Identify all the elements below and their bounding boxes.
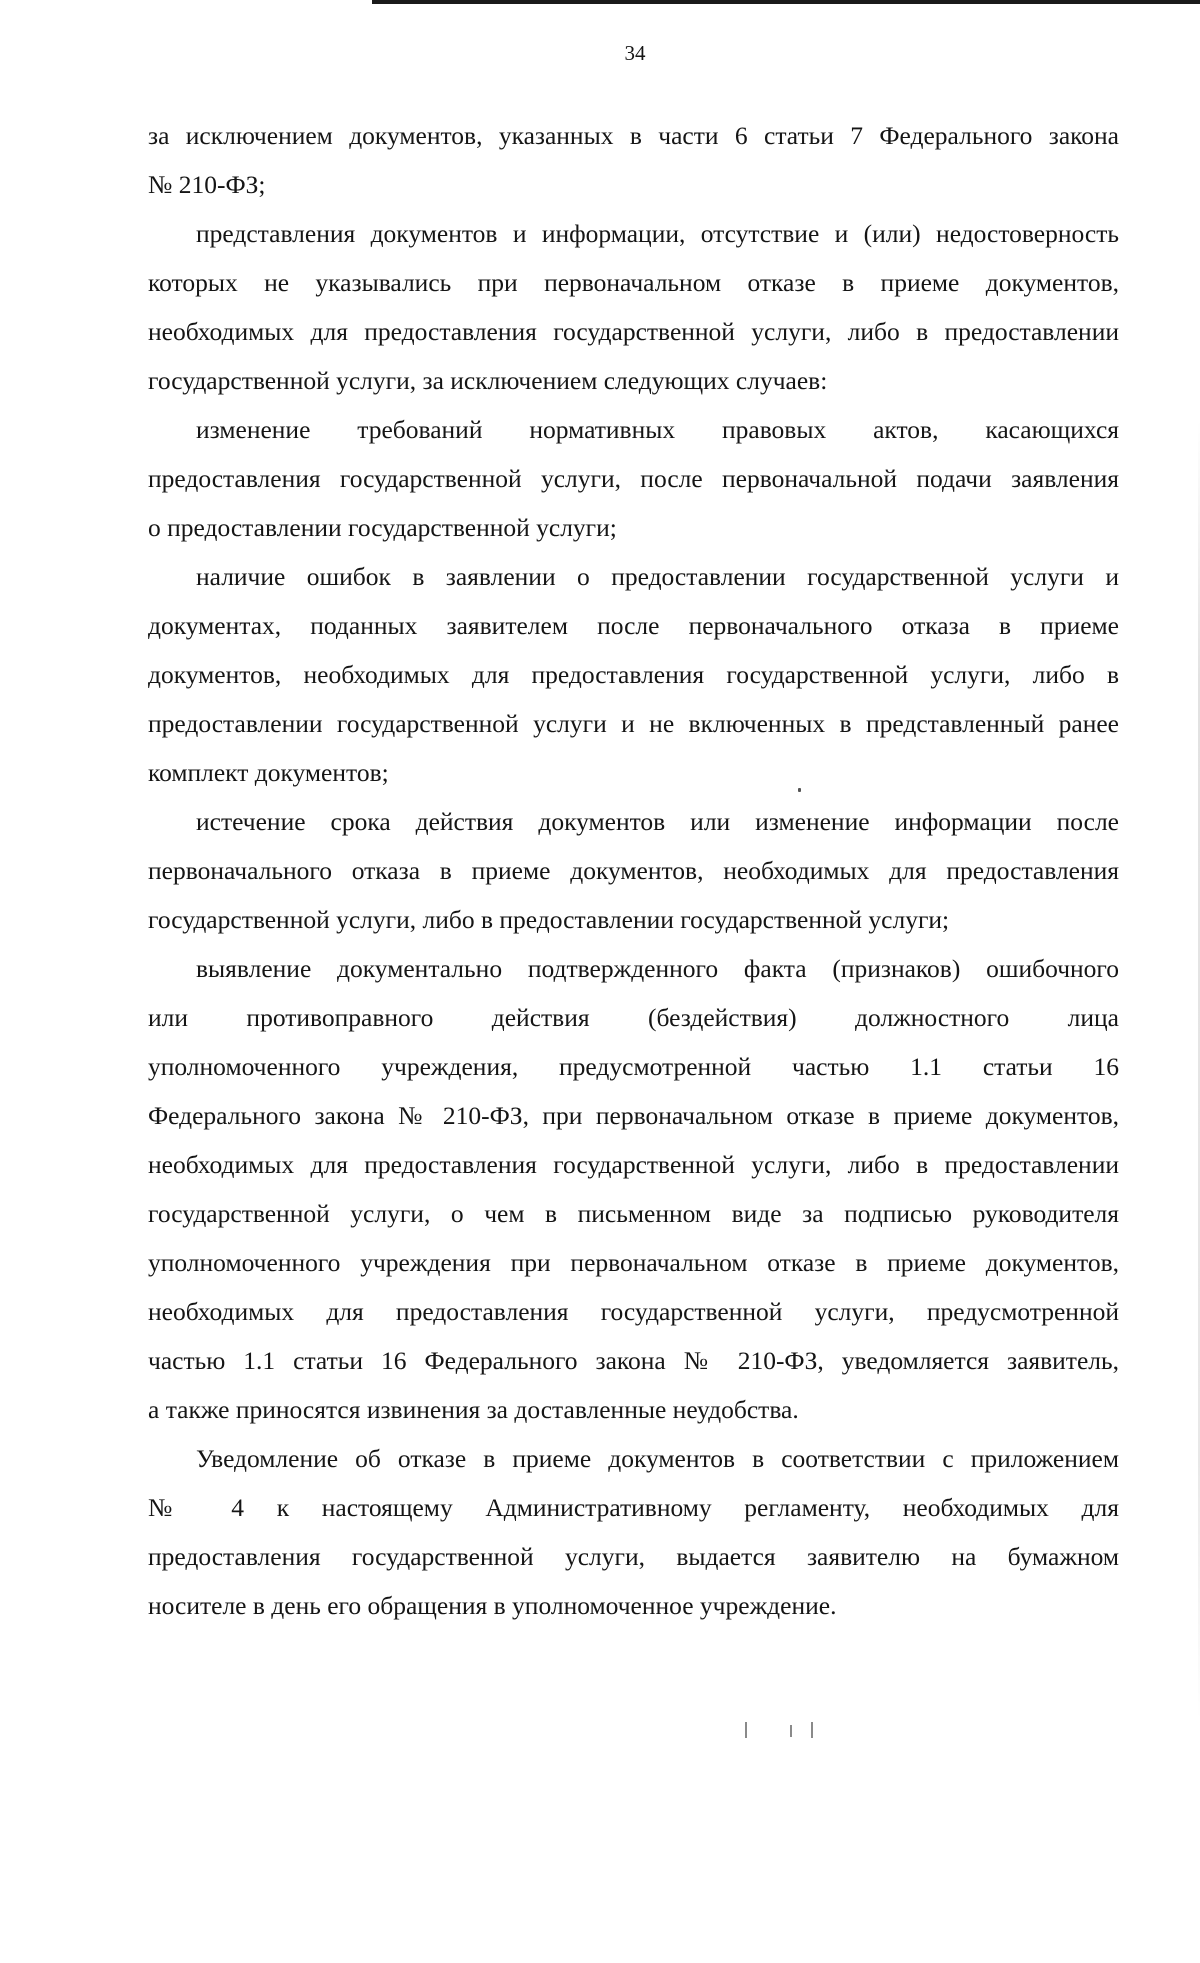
text-line: истечение срока действия документов или изменение информации после [196, 807, 1119, 836]
text-line: о предоставлении государственной услуги; [148, 513, 617, 542]
text-line: государственной услуги, о чем в письменном виде за подписью руководителя [148, 1199, 1119, 1228]
text-line: представления документов и информации, отсутствие и (или) недостоверность [196, 219, 1119, 248]
text-line: носителе в день его обращения в уполномоченное учреждение. [148, 1591, 837, 1620]
text-line: № 210-ФЗ; [148, 170, 266, 199]
page-number: 34 [624, 41, 646, 65]
text-line: Уведомление об отказе в приеме документов в соответствии с приложением [196, 1444, 1119, 1473]
text-line: документах, поданных заявителем после первоначального отказа в приеме [148, 611, 1119, 640]
text-line: документов, необходимых для предоставления государственной услуги, либо в [148, 660, 1119, 689]
text-line: предоставления государственной услуги, выдается заявителю на бумажном [148, 1542, 1119, 1571]
text-line: необходимых для предоставления государственной услуги, предусмотренной [148, 1297, 1119, 1326]
paragraph [148, 797, 1119, 944]
paragraph [148, 552, 1119, 797]
scan-artifact-mark [811, 1722, 813, 1738]
text-line: комплект документов; [148, 758, 389, 787]
text-line: выявление документально подтвержденного факта (признаков) ошибочного [196, 954, 1119, 983]
paragraph [148, 1434, 1119, 1630]
scan-artifact-mark [790, 1725, 792, 1737]
text-line: за исключением документов, указанных в части 6 статьи 7 Федерального закона [148, 121, 1119, 150]
text-line: или противоправного действия (бездействия) должностного лица [148, 1003, 1119, 1032]
text-line: необходимых для предоставления государственной услуги, либо в предоставлении [148, 1150, 1119, 1179]
paragraph [148, 209, 1119, 405]
paragraph [148, 405, 1119, 552]
text-line: изменение требований нормативных правовых актов, касающихся [196, 415, 1119, 444]
text-line: необходимых для предоставления государственной услуги, либо в предоставлении [148, 317, 1119, 346]
text-line: частью 1.1 статьи 16 Федерального закона № 210-ФЗ, уведомляется заявитель, [148, 1346, 1119, 1375]
text-line: наличие ошибок в заявлении о предоставлении государственной услуги и [196, 562, 1119, 591]
text-line: Федерального закона № 210-ФЗ, при первоначальном отказе в приеме документов, [148, 1101, 1119, 1130]
text-line: первоначального отказа в приеме документов, необходимых для предоставления [148, 856, 1119, 885]
text-line: которых не указывались при первоначальном отказе в приеме документов, [148, 268, 1119, 297]
document-body [148, 111, 1119, 1630]
text-line: № 4 к настоящему Административному регламенту, необходимых для [148, 1493, 1119, 1522]
scan-top-edge [372, 0, 1200, 4]
paragraph [148, 944, 1119, 1434]
paragraph [148, 111, 1119, 209]
scan-artifact-mark [745, 1722, 747, 1738]
text-line: уполномоченного учреждения при первоначальном отказе в приеме документов, [148, 1248, 1119, 1277]
text-line: государственной услуги, либо в предоставлении государственной услуги; [148, 905, 950, 934]
scan-speck [798, 788, 801, 792]
text-line: уполномоченного учреждения, предусмотренной частью 1.1 статьи 16 [148, 1052, 1119, 1081]
text-line: государственной услуги, за исключением следующих случаев: [148, 366, 828, 395]
text-line: а также приносятся извинения за доставленные неудобства. [148, 1395, 799, 1424]
text-line: предоставлении государственной услуги и не включенных в представленный ранее [148, 709, 1119, 738]
text-line: предоставления государственной услуги, после первоначальной подачи заявления [148, 464, 1119, 493]
